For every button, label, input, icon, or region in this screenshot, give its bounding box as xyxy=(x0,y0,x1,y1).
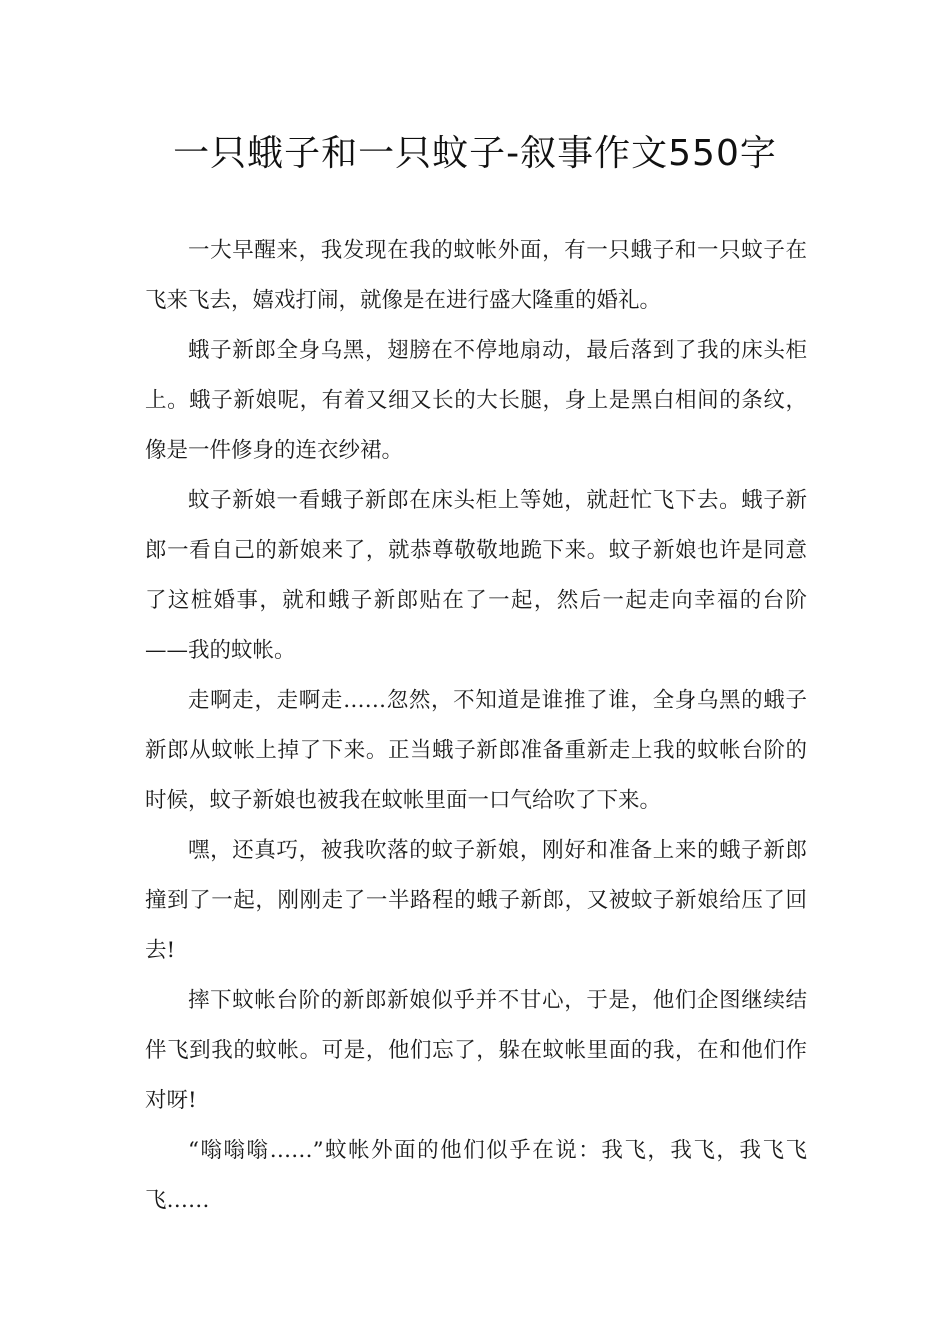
document-title: 一只蛾子和一只蚊子-叙事作文550字 xyxy=(173,133,777,174)
document-body xyxy=(145,226,807,1226)
paragraph-1: 一大早醒来，我发现在我的蚊帐外面，有一只蛾子和一只蚊子在飞来飞去，嬉戏打闹，就像是在进行盛大隆重的婚礼。 xyxy=(145,238,807,313)
paragraph-3: 蚊子新娘一看蛾子新郎在床头柜上等她，就赶忙飞下去。蛾子新郎一看自己的新娘来了，就恭尊敬敬地跪下来。蚊子新娘也许是同意了这桩婚事，就和蛾子新郎贴在了一起，然后一起走向幸福的台阶——我的蚊帐。 xyxy=(145,488,807,663)
paragraph-5: 嘿，还真巧，被我吹落的蚊子新娘，刚好和准备上来的蛾子新郎撞到了一起，刚刚走了一半路程的蛾子新郎，又被蚊子新娘给压了回去! xyxy=(145,838,807,963)
paragraph-6: 摔下蚊帐台阶的新郎新娘似乎并不甘心，于是，他们企图继续结伴飞到我的蚊帐。可是，他们忘了，躲在蚊帐里面的我，在和他们作对呀! xyxy=(145,988,807,1113)
paragraph-2: 蛾子新郎全身乌黑，翅膀在不停地扇动，最后落到了我的床头柜上。蛾子新娘呢，有着又细又长的大长腿，身上是黑白相间的条纹，像是一件修身的连衣纱裙。 xyxy=(145,338,807,463)
paragraph-4: 走啊走，走啊走……忽然，不知道是谁推了谁，全身乌黑的蛾子新郎从蚊帐上掉了下来。正当蛾子新郎准备重新走上我的蚊帐台阶的时候，蚊子新娘也被我在蚊帐里面一口气给吹了下来。 xyxy=(145,688,807,813)
paragraph-7: “嗡嗡嗡……”蚊帐外面的他们似乎在说：我飞，我飞，我飞飞飞…… xyxy=(145,1138,807,1213)
